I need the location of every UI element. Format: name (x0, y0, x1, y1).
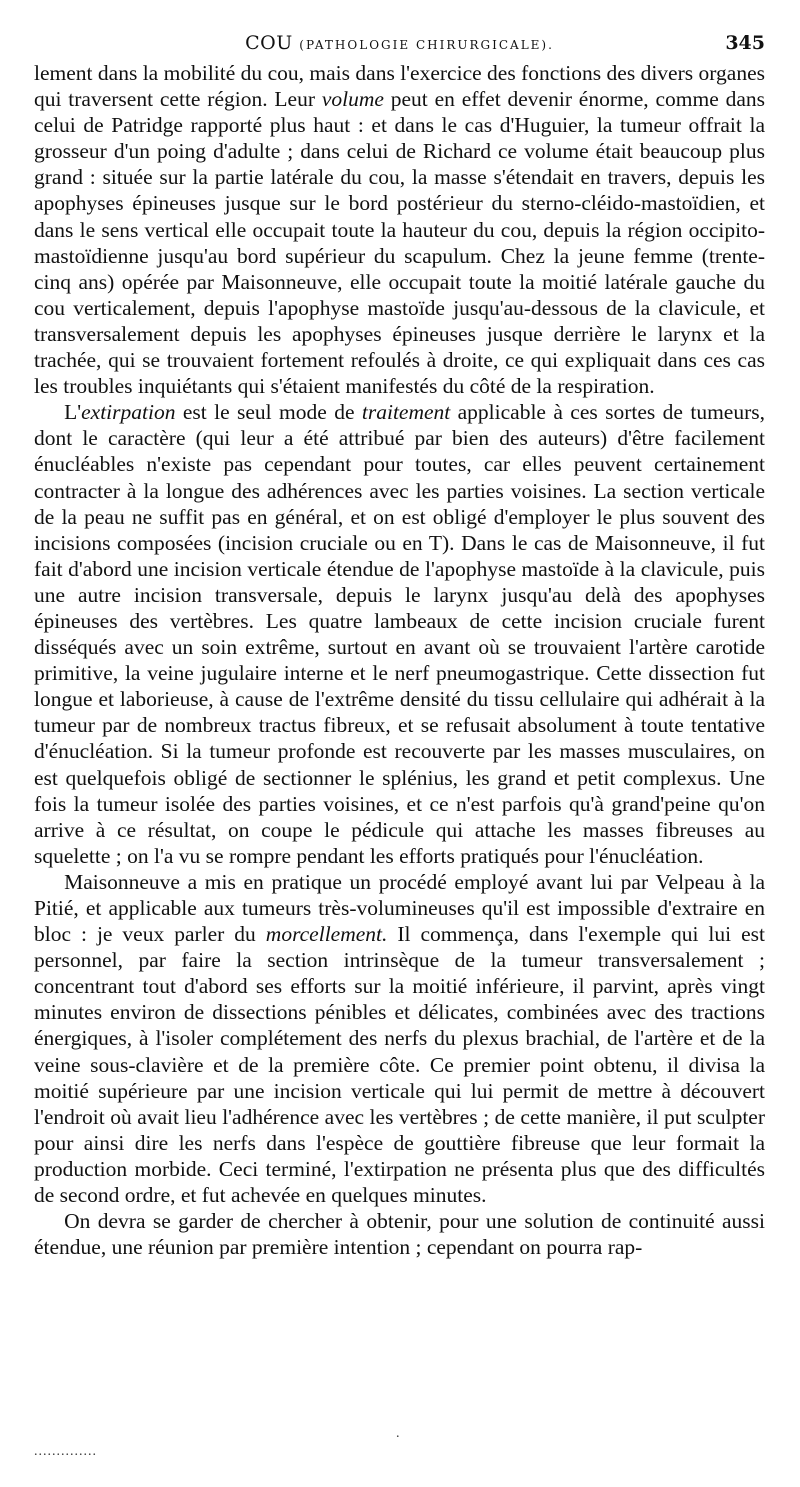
running-title-sub: (PATHOLOGIE CHIRURGICALE). (299, 38, 554, 52)
footer-mark: . (396, 1426, 400, 1441)
emphasis-text: volume (321, 87, 384, 112)
body-text (34, 60, 765, 1260)
paragraph (34, 1208, 765, 1260)
text-run: est le seul mode de (175, 400, 362, 425)
text-run: On devra se garder de chercher à obtenir, pour une solution de continuité aussi étendue, une réunion par première intention ; cependant on pourra rap- (34, 1209, 765, 1260)
running-title (34, 32, 765, 54)
paragraph (34, 399, 765, 869)
running-title-main: COU (245, 32, 293, 54)
emphasis-text: traitement (361, 400, 451, 425)
text-run: peut en effet devenir énorme, comme dans celui de Patridge rapporté plus haut : et dans le cas d'Huguier, la tumeur offrait la grosseur d'un poing d'adulte ; dans celui de Richard ce volume était beaucoup plus grand : située sur la partie latérale du cou, la masse s'étendait en travers, depuis les apophyses épineuses jusque sur le bord postérieur du sterno-cléido-mastoïdien, et dans le sens vertical elle occupait toute la hauteur du cou, depuis la région occipito-mastoïdienne jusqu'au bord supérieur du scapulum. Chez la jeune femme (trente-cinq ans) opérée par Maisonneuve, elle occupait toute la moitié latérale gauche du cou verticalement, depuis l'apophyse mastoïde jusqu'au-dessous de la clavicule, et transversalement depuis les apophyses épineuses jusque derrière le larynx et la trachée, qui se trouvaient fortement refoulés à droite, ce qui expliquait dans ces cas les troubles inquiétants qui s'étaient manifestés du côté de la respiration. (34, 87, 765, 399)
emphasis-text: morcellement. (265, 922, 388, 947)
page (34, 30, 765, 1260)
text-run: Il commença, dans l'exemple qui lui est personnel, par faire la section intrinsèque de la tumeur transversalement ; concentrant tout d'abord ses efforts sur la moitié inférieure, il parvint, après vingt minutes environ de dissections pénibles et délicates, combinées avec des tractions énergiques, à l'isoler complétement des nerfs du plexus brachial, de l'artère et de la veine sous-clavière et de la première côte. Ce premier point obtenu, il divisa la moitié supérieure par une incision verticale qui lui permit de mettre à découvert l'endroit où avait lieu l'adhérence avec les vertèbres ; de cette manière, il put sculpter pour ainsi dire les nerfs dans l'espèce de gouttière fibreuse que leur formait la production morbide. Ceci terminé, l'extirpation ne présenta plus que des difficultés de second ordre, et fut achevée en quelques minutes. (34, 922, 765, 1208)
paragraph (34, 60, 765, 399)
page-number: 345 (725, 32, 765, 54)
footer-dots: .............. (34, 1444, 97, 1459)
text-run: L' (64, 400, 82, 425)
paragraph (34, 869, 765, 1208)
emphasis-text: extirpation (81, 400, 176, 425)
text-run: applicable à ces sortes de tumeurs, dont le caractère (qui leur a été attribué par bien des auteurs) d'être facilement énucléables n'existe pas cependant pour toutes, car elles peuvent certainement contracter à la longue des adhérences avec les parties voisines. La section verticale de la peau ne suffit pas en général, et on est obligé d'employer le plus souvent des incisions composées (incision cruciale ou en T). Dans le cas de Maisonneuve, il fut fait d'abord une incision verticale étendue de l'apophyse mastoïde à la clavicule, puis une autre incision transversale, depuis le larynx jusqu'au delà des apophyses épineuses des vertèbres. Les quatre lambeaux de cette incision cruciale furent disséqués avec un soin extrême, surtout en avant où se trouvaient l'artère carotide primitive, la veine jugulaire interne et le nerf pneumogastrique. Cette dissection fut longue et laborieuse, à cause de l'extrême densité du tissu cellulaire qui adhérait à la tumeur par de nombreux tractus fibreux, et se refusait absolument à toute tentative d'énucléation. Si la tumeur profonde est recouverte par les masses musculaires, on est quelquefois obligé de sectionner le splénius, les grand et petit complexus. Une fois la tumeur isolée des parties voisines, et ce n'est parfois qu'à grand'peine qu'on arrive à ce résultat, on coupe le pédicule qui attache les masses fibreuses au squelette ; on l'a vu se rompre pendant les efforts pratiqués pour l'énucléation. (34, 400, 765, 868)
running-header (34, 30, 765, 60)
text-run: Maisonneuve a mis en pratique un procédé employé avant lui par Velpeau à la Pitié, et applicable aux tumeurs très-volumineuses qu'il est impossible d'extraire en bloc : je veux parler du (34, 869, 765, 947)
text-run: lement dans la mobilité du cou, mais dans l'exercice des fonctions des divers organes qui traversent cette région. Leur (34, 61, 765, 112)
